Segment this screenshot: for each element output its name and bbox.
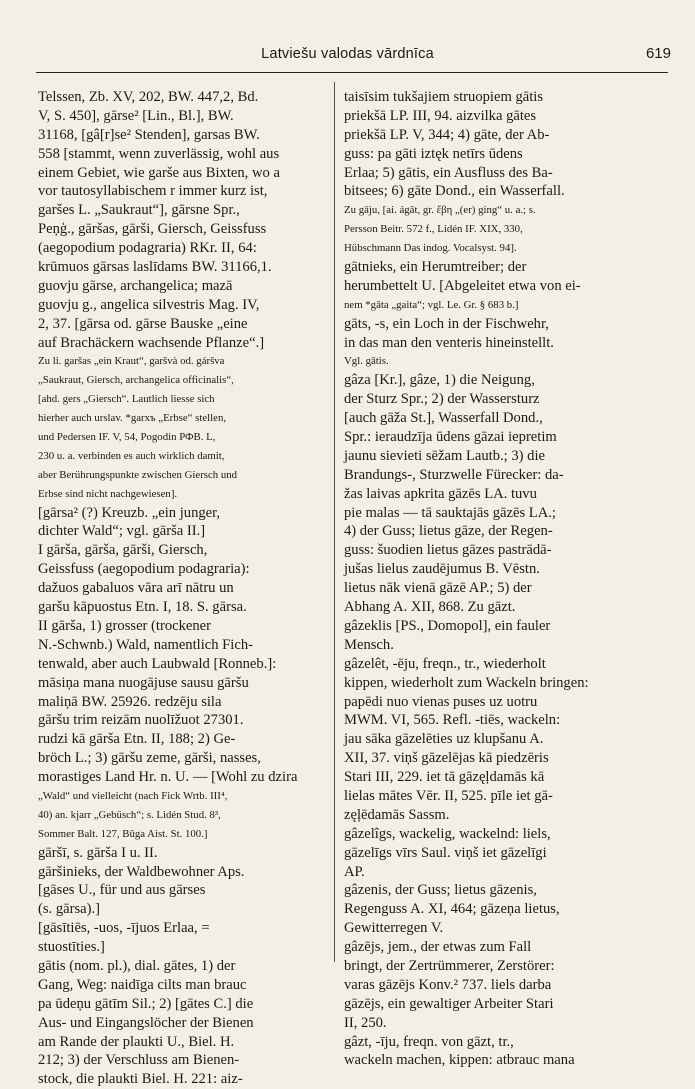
dictionary-line: gāzējs, ein gewaltiger Arbeiter Stari	[344, 995, 554, 1012]
dictionary-line: lielas mātes Vēr. II, 525. pīle iet gā-	[344, 787, 553, 804]
dictionary-line: lietus nāk vienā gāzē AP.; 5) der	[344, 580, 532, 597]
dictionary-line: Sommer Balt. 127, Būga Aist. St. 100.]	[38, 827, 208, 840]
dictionary-line: varas gāzējs Konv.² 737. liels darba	[344, 976, 552, 993]
dictionary-line: gâzenis, der Guss; lietus gāzenis,	[344, 882, 537, 899]
dictionary-line: Geissfuss (aegopodium podagraria):	[38, 561, 250, 578]
dictionary-line: 4) der Guss; lietus gāze, der Regen-	[344, 523, 553, 540]
dictionary-line: und Pedersen IF. V, 54, Pogodin РФВ. L,	[38, 431, 216, 444]
dictionary-line: Abhang A. XII, 868. Zu gāzt.	[344, 599, 516, 616]
dictionary-line: Spr.: ieraudzīja ūdens gāzai iepretim	[344, 429, 557, 446]
dictionary-line: Hübschmann Das indog. Vocalsyst. 94].	[344, 242, 517, 255]
dictionary-line: I gārša, gārša, gārši, Giersch,	[38, 542, 208, 559]
dictionary-line: maliņā BW. 25926. redzēju sila	[38, 693, 222, 710]
dictionary-line: guovju gārse, archangelica; mazā	[38, 277, 233, 294]
dictionary-line: tenwald, aber auch Laubwald [Ronneb.]:	[38, 655, 277, 672]
dictionary-line: 212; 3) der Verschluss am Bienen-	[38, 1052, 240, 1069]
dictionary-line: pie malas — tā sauktajās gāzēs LA.;	[344, 504, 556, 521]
dictionary-line: gāršu trim reizām nuolīžuot 27301.	[38, 712, 244, 729]
dictionary-line: Zu li. garšas „ein Kraut“, garšvà od. gáršva	[38, 355, 225, 368]
dictionary-line: [gārsa² (?) Kreuzb. „ein junger,	[38, 504, 221, 521]
dictionary-line: Peņģ., gāršas, gārši, Giersch, Geissfuss	[38, 221, 267, 238]
dictionary-line: II gārša, 1) grosser (trockener	[38, 617, 212, 634]
dictionary-line: Erlaa; 5) gātis, ein Ausfluss des Ba-	[344, 164, 553, 181]
dictionary-line: gâzt, -īju, freqn. von gāzt, tr.,	[344, 1033, 514, 1050]
dictionary-line: priekšā LP. V, 344; 4) gāte, der Ab-	[344, 126, 550, 143]
dictionary-line: jaunu sievieti sēžam Lautb.; 3) die	[344, 447, 546, 464]
dictionary-line: Stari III, 229. iet tā gāzęļdamās kā	[344, 769, 545, 786]
dictionary-line: [auch gāža St.], Wasserfall Dond.,	[344, 410, 543, 427]
dictionary-line: kippen, wiederholt zum Wackeln bringen:	[344, 674, 589, 691]
dictionary-line: gâzējs, jem., der etwas zum Fall	[344, 939, 532, 956]
dictionary-line: vor tautosyllabischem r immer kurz ist,	[38, 183, 268, 200]
dictionary-line: Telssen, Zb. XV, 202, BW. 447,2, Bd.	[38, 89, 259, 105]
dictionary-line: „Wald“ und vielleicht (nach Fick Wrtb. III⁴,	[38, 789, 228, 802]
dictionary-line: stock, die plaukti Biel. H. 221: aiz-	[38, 1071, 243, 1088]
dictionary-line: wackeln machen, kippen: atbrauc mana	[344, 1052, 575, 1069]
dictionary-line: Mensch.	[344, 636, 394, 653]
dictionary-line: der Sturz Spr.; 2) der Wassersturz	[344, 391, 540, 408]
dictionary-line: 2, 37. [gārsa od. gārse Bauske „eine	[38, 315, 248, 332]
dictionary-line: [ahd. gers „Giersch“. Lautlich liesse sich	[38, 393, 215, 406]
dictionary-line: rudzi kā gārša Etn. II, 188; 2) Ge-	[38, 731, 236, 748]
dictionary-line: Brandungs-, Sturzwelle Fürecker: da-	[344, 466, 564, 483]
dictionary-line: Erbse sind nicht nachgewiesen].	[38, 487, 178, 500]
dictionary-line: dichter Wald“; vgl. gārša II.]	[38, 523, 206, 540]
dictionary-line: 40) an. kjarr „Gebüsch“; s. Lidén Stud. 8³,	[38, 808, 221, 821]
dictionary-line: gâza [Kr.], gâze, 1) die Neigung,	[344, 372, 535, 389]
dictionary-line: N.-Schwnb.) Wald, namentlich Fich-	[38, 636, 253, 653]
dictionary-line: Gang, Weg: naidīga cilts man brauc	[38, 976, 247, 993]
dictionary-line: guss: pa gāti iztęk netīrs ūdens	[344, 145, 523, 162]
dictionary-line: pa ūdeņu gātīm Sil.; 2) [gātes C.] die	[38, 995, 254, 1012]
dictionary-line: am Rande der plaukti U., Biel. H.	[38, 1033, 235, 1050]
dictionary-line: [gāsītiēs, -uos, -ījuos Erlaa, =	[38, 920, 210, 937]
page-number: 619	[645, 45, 671, 62]
dictionary-line: gāzelīgs vīrs Saul. viņš iet gāzelīgi	[344, 844, 547, 861]
dictionary-line: gâzelîgs, wackelig, wackelnd: liels,	[344, 825, 551, 842]
dictionary-line: Regenguss A. XI, 464; gāzeņa lietus,	[344, 901, 560, 918]
dictionary-line: morastiges Land Hr. n. U. — [Wohl zu dzira	[38, 769, 298, 786]
dictionary-line: XII, 37. viņš gāzelējas kā piedzēris	[344, 750, 549, 767]
dictionary-line: Zu gāju, [ai. ágāt, gr. ἔβη „(er) ging“ u. a.; s.	[344, 204, 536, 217]
dictionary-line: (s. gārsa).]	[38, 901, 100, 918]
dictionary-line: Vgl. gātis.	[344, 355, 389, 368]
dictionary-line: V, S. 450], gārse² [Lin., Bl.], BW.	[38, 107, 234, 124]
dictionary-line: hierher auch urslav. *garxъ „Erbse“ stellen,	[38, 412, 227, 425]
dictionary-line: 230 u. a. verbinden es auch wirklich damit,	[38, 449, 225, 462]
dictionary-line: herumbettelt U. [Abgeleitet etwa von ei-	[344, 277, 581, 294]
dictionary-line: garšu kāpuostus Etn. I, 18. S. gārsa.	[38, 599, 247, 616]
dictionary-line: Gewitterregen V.	[344, 920, 444, 937]
dictionary-line: jušas lielus zaudējumus B. Vēstn.	[344, 561, 540, 578]
column-divider	[334, 82, 335, 962]
dictionary-line: žas laivas apkrita gāzēs LA. tuvu	[344, 485, 537, 502]
dictionary-line: taisīsim tukšajiem struopiem gātis	[344, 89, 544, 105]
dictionary-line: bringt, der Zertrümmerer, Zerstörer:	[344, 957, 555, 974]
dictionary-line: auf Brachäckern wachsende Pflanze“.]	[38, 334, 265, 351]
dictionary-line: krūmuos gārsas laslīdams BW. 31166,1.	[38, 259, 272, 276]
running-title: Latviešu valodas vārdnīca	[261, 46, 434, 62]
dictionary-line: priekšā LP. III, 94. aizvilka gātes	[344, 107, 537, 124]
dictionary-line: gâzeklis [PS., Domopol], ein fauler	[344, 617, 551, 634]
dictionary-line: Persson Beitr. 572 f., Lidén IF. XIX, 330,	[344, 223, 523, 236]
dictionary-line: guss: šuodien lietus gāzes pastrādā-	[344, 542, 552, 559]
dictionary-line: [gāses U., für und aus gārses	[38, 882, 206, 899]
dictionary-line: gâzelêt, -ēju, freqn., tr., wiederholt	[344, 655, 546, 672]
dictionary-line: zęļēdamās Sassm.	[344, 806, 450, 823]
dictionary-line: in das man den venteris hineinstellt.	[344, 334, 554, 351]
dictionary-line: stuostīties.]	[38, 939, 105, 956]
dictionary-line: bröch L.; 3) gāršu zeme, gārši, nasses,	[38, 750, 261, 767]
dictionary-line: II, 250.	[344, 1014, 387, 1031]
dictionary-line: gātnieks, ein Herumtreiber; der	[344, 259, 527, 276]
dictionary-line: aber Berührungspunkte zwischen Giersch und	[38, 468, 238, 481]
dictionary-line: nem *gāta „gaita“; vgl. Le. Gr. § 683 b.]	[344, 298, 519, 311]
dictionary-line: AP.	[344, 863, 365, 880]
left-column	[38, 88, 328, 1089]
dictionary-line: papēdi nuo vienas puses uz uotru	[344, 693, 538, 710]
page-header	[0, 0, 695, 62]
dictionary-line: 558 [stammt, wenn zuverlässig, wohl aus	[38, 145, 280, 162]
dictionary-line: „Saukraut, Giersch, archangelica officinalis“,	[38, 374, 234, 387]
right-column	[344, 88, 664, 1070]
dictionary-line: māsiņa mana nuogājuse sausu gāršu	[38, 674, 249, 691]
header-rule	[36, 72, 668, 73]
dictionary-line: einem Gebiet, wie garše aus Bixten, wo a	[38, 164, 280, 181]
dictionary-line: MWM. VI, 565. Refl. -tiēs, wackeln:	[344, 712, 561, 729]
dictionary-line: garšes L. „Saukraut“], gārsne Spr.,	[38, 202, 240, 219]
dictionary-line: Aus- und Eingangslöcher der Bienen	[38, 1014, 254, 1031]
dictionary-line: gāts, -s, ein Loch in der Fischwehr,	[344, 315, 549, 332]
dictionary-line: gāršinieks, der Waldbewohner Aps.	[38, 863, 245, 880]
dictionary-line: guovju g., angelica silvestris Mag. IV,	[38, 296, 260, 313]
dictionary-line: (aegopodium podagraria) RKr. II, 64:	[38, 240, 257, 257]
dictionary-line: gāršī, s. gārša I u. II.	[38, 844, 158, 861]
dictionary-line: 31168, [gâ[r]se² Stenden], garsas BW.	[38, 126, 260, 143]
dictionary-line: dažuos gabaluos vāra arī nātru un	[38, 580, 234, 597]
dictionary-line: gātis (nom. pl.), dial. gātes, 1) der	[38, 957, 236, 974]
dictionary-line: bitsees; 6) gāte Dond., ein Wasserfall.	[344, 183, 565, 200]
dictionary-line: jau sāka gāzelēties uz klupšanu A.	[344, 731, 544, 748]
